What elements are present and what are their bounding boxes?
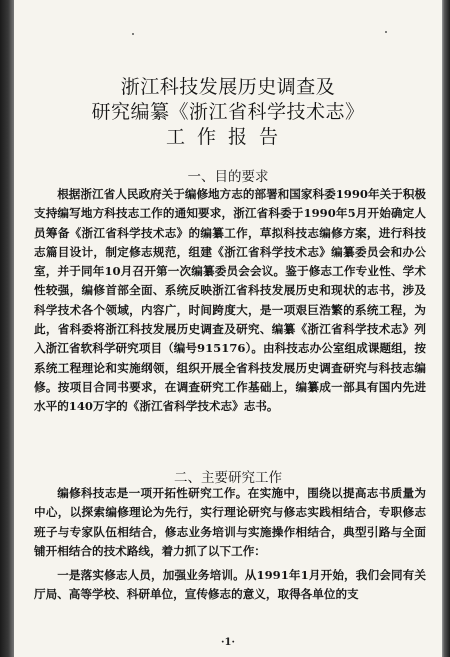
title-line-3: 工作报告 [165,126,290,148]
document-page [14,0,442,657]
scan-shadow-right [442,0,450,657]
section-1-heading: 一、目的要求 [187,169,269,185]
scan-shadow-left [0,0,14,657]
section-2-paragraph-1: 编修科技志是一项开拓性研究工作。在实施中，围绕以提高志书质量为中心，以探索编修理论为先行，实行理论研究与修志实践相结合，专职修志班子与专家队伍相结合，修志业务培训与实施操作相结合，典型引路与全面铺开相结合的技术路线，着力抓了以下工作： [34,486,426,558]
title-line-2: 研究编纂《浙江省科学技术志》 [91,101,365,123]
section-2-heading: 二、主要研究工作 [174,470,282,486]
page-number: ·1· [221,637,235,648]
scan-speck [385,31,387,33]
section-2-paragraph-2: 一是落实修志人员，加强业务培训。从1991年1月开始，我们会同有关厅局、高等学校、科研单位，宣传修志的意义，取得各单位的支 [34,568,426,602]
title-line-1: 浙江科技发展历史调查及 [120,76,336,98]
section-1-paragraph: 根据浙江省人民政府关于编修地方志的部署和国家科委1990年关于积极支持编写地方科技志工作的通知要求，浙江省科委于1990年5月开始确定人员筹备《浙江省科学技术志》的编纂工作，草拟科技志编修方案，进行科技志篇目设计，制定修志规范，组建《浙江省科学技术志》编纂委员会和办公室，并于同年10月召开第一次编纂委员会会议。鉴于修志工作专业性、学术性较强，编修首部全面、系统反映浙江省科技发展历史和现状的志书，涉及科学技术各个领域，内容广，时间跨度大，是一项艰巨浩繁的系统工程，为此，省科委将浙江科技发展历史调查及研究、编纂《浙江省科学技术志》列入浙江省软科学研究项目（编号915176）。由科技志办公室组成课题组，按系统工程理论和实施纲领，组织开展全省科技发展历史调查研究与科技志编修。按项目合同书要求，在调查研究工作基础上，编纂成一部具有国内先进水平的140万字的《浙江省科学技术志》志书。 [34,187,426,414]
scan-speck [132,33,134,35]
